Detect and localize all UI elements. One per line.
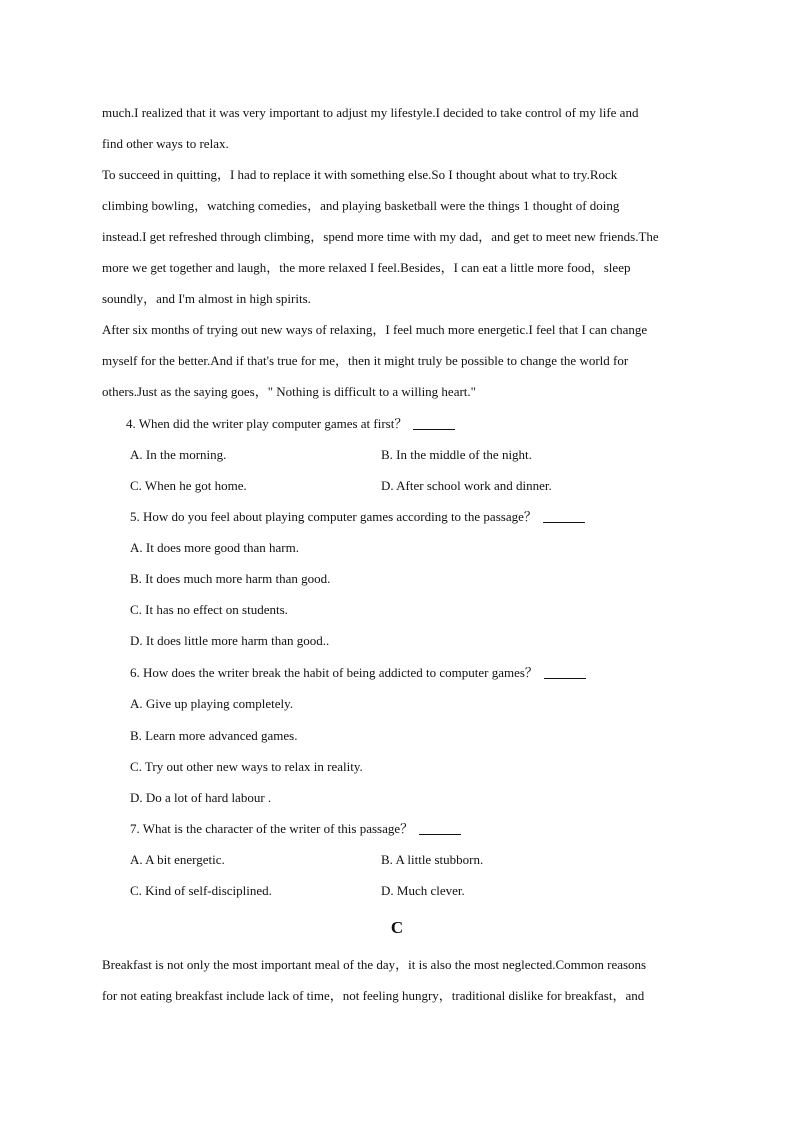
answer-blank[interactable] — [419, 834, 461, 835]
option-d: D. After school work and dinner. — [381, 478, 552, 493]
option-b: B. A little stubborn. — [381, 852, 484, 867]
passage-line: Breakfast is not only the most important meal of the day，it is also the most neglected.Common reasons — [102, 957, 647, 972]
passage-line: soundly，and I'm almost in high spirits. — [102, 291, 311, 306]
passage-line: others.Just as the saying goes，" Nothing is difficult to a willing heart." — [102, 384, 476, 399]
passage-line: instead.I get refreshed through climbing，spend more time with my dad，and get to meet new friends.The — [102, 229, 659, 244]
option-a: A. A bit energetic. — [130, 852, 225, 867]
option-a: A. Give up playing completely. — [130, 696, 294, 711]
passage-line: climbing bowling，watching comedies，and playing basketball were the things 1 thought of doing — [102, 198, 620, 213]
option-c: C. Kind of self-disciplined. — [130, 883, 272, 898]
passage-line: After six months of trying out new ways of relaxing，I feel much more energetic.I feel that I can change — [102, 322, 648, 337]
passage-line: myself for the better.And if that's true for me，then it might truly be possible to change the world for — [102, 353, 629, 368]
answer-blank[interactable] — [413, 429, 455, 430]
question-stem: 7. What is the character of the writer of this passage？ — [130, 821, 414, 836]
option-d: D. Much clever. — [381, 883, 465, 898]
option-c: C. When he got home. — [130, 478, 247, 493]
option-d: D. It does little more harm than good.. — [130, 633, 330, 648]
question-6 — [130, 664, 586, 682]
passage-line: much.I realized that it was very important to adjust my lifestyle.I decided to take control of my life and — [102, 105, 639, 120]
passage-line: more we get together and laugh，the more relaxed I feel.Besides，I can eat a little more food，sleep — [102, 260, 631, 275]
option-c: C. Try out other new ways to relax in reality. — [130, 759, 363, 774]
option-a: A. In the morning. — [130, 447, 227, 462]
question-stem: 5. How do you feel about playing computer games according to the passage？ — [130, 509, 537, 524]
question-4 — [126, 415, 455, 433]
option-b: B. Learn more advanced games. — [130, 728, 298, 743]
option-c: C. It has no effect on students. — [130, 602, 288, 617]
question-7 — [130, 820, 461, 838]
question-stem: 4. When did the writer play computer games at first？ — [126, 416, 408, 431]
option-a: A. It does more good than harm. — [130, 540, 299, 555]
passage-line: To succeed in quitting，I had to replace it with something else.So I thought about what to try.Rock — [102, 167, 618, 182]
answer-blank[interactable] — [544, 678, 586, 679]
section-heading: C — [390, 918, 404, 937]
question-5 — [130, 508, 585, 526]
option-b: B. In the middle of the night. — [381, 447, 532, 462]
question-stem: 6. How does the writer break the habit of being addicted to computer games？ — [130, 665, 538, 680]
answer-blank[interactable] — [543, 522, 585, 523]
option-b: B. It does much more harm than good. — [130, 571, 331, 586]
passage-line: find other ways to relax. — [102, 136, 229, 151]
passage-line: for not eating breakfast include lack of time，not feeling hungry，traditional dislike for breakfast，and — [102, 988, 645, 1003]
option-d: D. Do a lot of hard labour . — [130, 790, 272, 805]
